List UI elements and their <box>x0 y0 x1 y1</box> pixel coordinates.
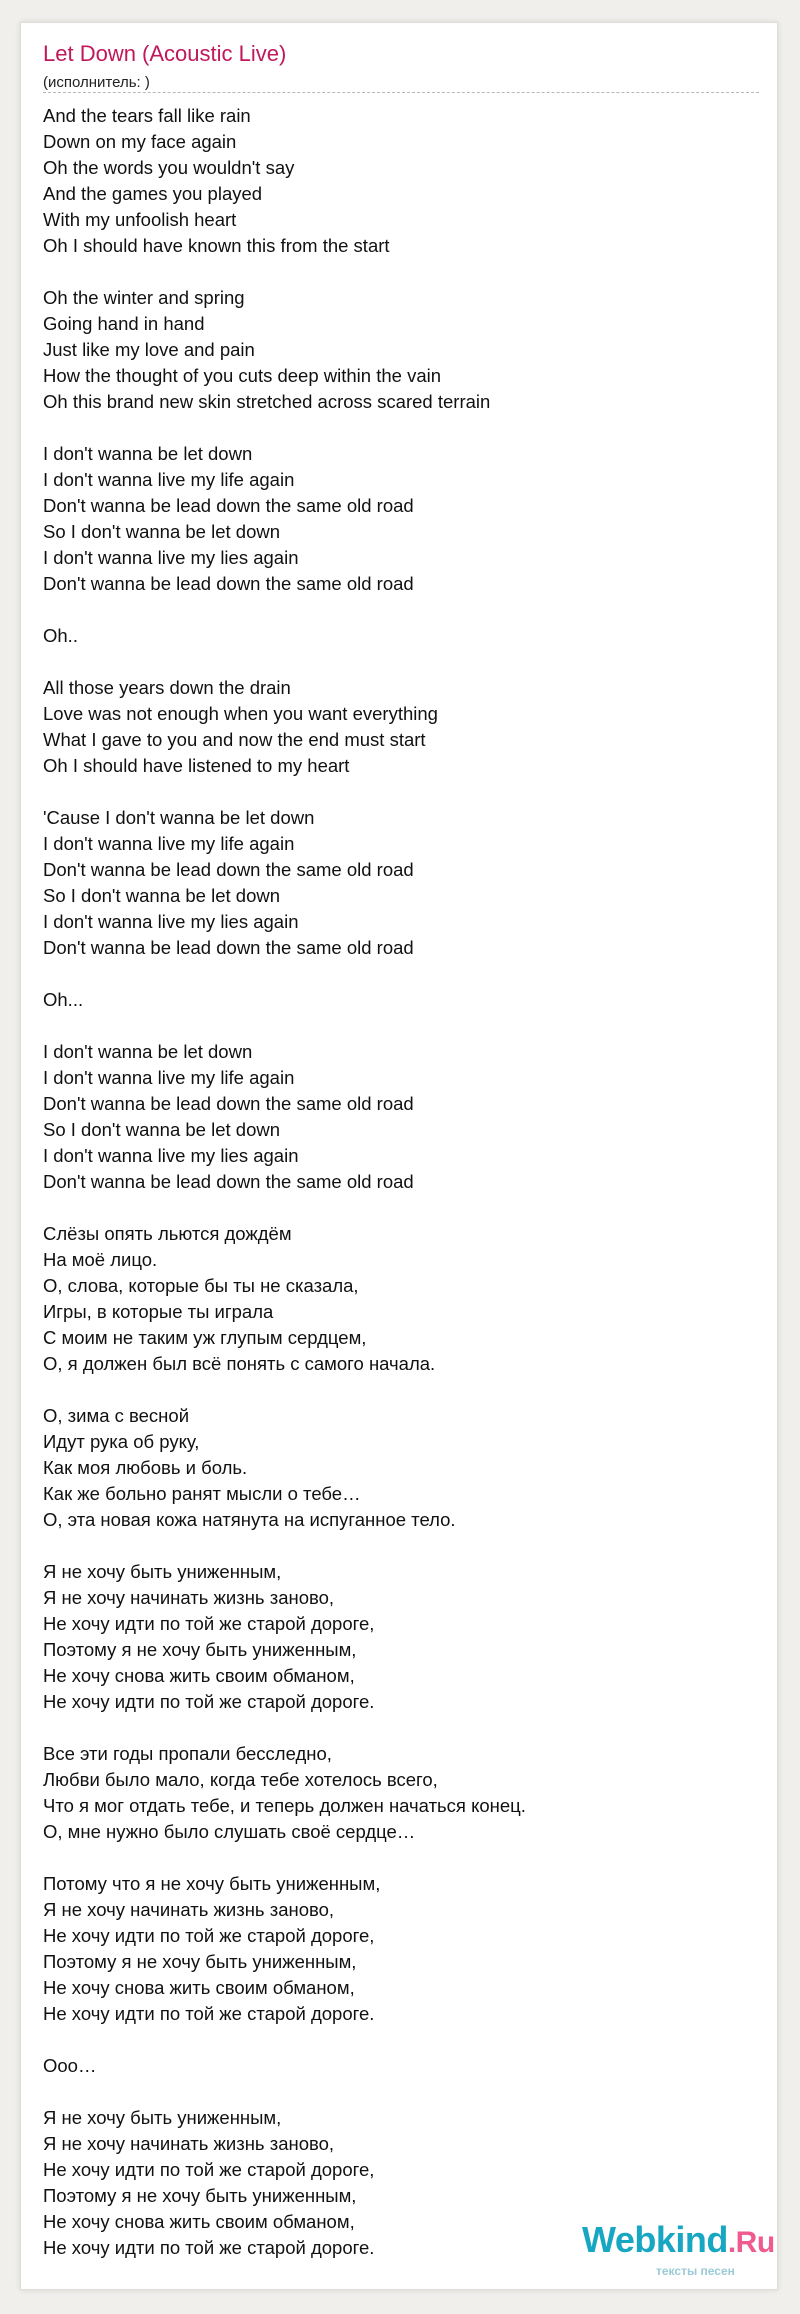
lyrics-line: All those years down the drain <box>43 677 291 698</box>
lyrics-line: Что я мог отдать тебе, и теперь должен начаться конец. <box>43 1795 526 1816</box>
lyrics-stanza <box>43 1221 743 1377</box>
lyrics-stanza <box>43 103 743 259</box>
lyrics-line: 'Cause I don't wanna be let down <box>43 807 315 828</box>
lyrics-line: So I don't wanna be let down <box>43 521 281 542</box>
lyrics-line: Just like my love and pain <box>43 339 255 360</box>
lyrics-stanza <box>43 805 743 961</box>
lyrics-line: Идут рука об руку, <box>43 1431 200 1452</box>
lyrics-line: Поэтому я не хочу быть униженным, <box>43 1951 357 1972</box>
lyrics-line: Я не хочу быть униженным, <box>43 1561 282 1582</box>
lyrics-line: Игры, в которые ты играла <box>43 1301 274 1322</box>
lyrics-line: О, слова, которые бы ты не сказала, <box>43 1275 359 1296</box>
lyrics-line: Не хочу снова жить своим обманом, <box>43 2211 355 2232</box>
lyrics-line: So I don't wanna be let down <box>43 1119 281 1140</box>
lyrics-line: С моим не таким уж глупым сердцем, <box>43 1327 367 1348</box>
lyrics-line: And the games you played <box>43 183 263 204</box>
lyrics-stanza <box>43 1403 743 1533</box>
lyrics-line: На моё лицо. <box>43 1249 158 1270</box>
lyrics-line: Потому что я не хочу быть униженным, <box>43 1873 381 1894</box>
lyrics-line: Don't wanna be lead down the same old road <box>43 573 414 594</box>
lyrics-line: О, мне нужно было слушать своё сердце… <box>43 1821 416 1842</box>
lyrics-line: I don't wanna live my life again <box>43 469 295 490</box>
lyrics-line: Не хочу идти по той же старой дороге, <box>43 1925 375 1946</box>
lyrics-line: Oh I should have listened to my heart <box>43 755 350 776</box>
lyrics-line: Going hand in hand <box>43 313 205 334</box>
lyrics-line: So I don't wanna be let down <box>43 885 281 906</box>
logo-tld: .Ru <box>727 2226 775 2259</box>
lyrics-line: Oh.. <box>43 625 78 646</box>
lyrics-line: Не хочу идти по той же старой дороге, <box>43 2159 375 2180</box>
lyrics-line: Я не хочу быть униженным, <box>43 2107 282 2128</box>
lyrics-stanza <box>43 1039 743 1195</box>
lyrics-stanza <box>43 1559 743 1715</box>
lyrics-line: Oh... <box>43 989 84 1010</box>
lyrics-line: Don't wanna be lead down the same old road <box>43 859 414 880</box>
lyrics-line: I don't wanna live my lies again <box>43 547 299 568</box>
lyrics-line: О, я должен был всё понять с самого начала. <box>43 1353 436 1374</box>
lyrics-line: Ооо… <box>43 2055 97 2076</box>
lyrics-line: Поэтому я не хочу быть униженным, <box>43 2185 357 2206</box>
lyrics-line: I don't wanna live my life again <box>43 833 295 854</box>
lyrics-stanza <box>43 1741 743 1845</box>
lyrics-line: What I gave to you and now the end must start <box>43 729 426 750</box>
site-logo[interactable] <box>560 2219 775 2280</box>
lyrics-line: I don't wanna live my life again <box>43 1067 295 1088</box>
lyrics-line: With my unfoolish heart <box>43 209 237 230</box>
lyrics-stanza <box>43 1871 743 2027</box>
lyrics-stanza <box>43 285 743 415</box>
lyrics-line: Oh I should have known this from the start <box>43 235 390 256</box>
lyrics-line: Не хочу снова жить своим обманом, <box>43 1977 355 1998</box>
lyrics-body <box>43 103 743 2287</box>
lyrics-line: Don't wanna be lead down the same old road <box>43 1171 414 1192</box>
lyrics-line: Любви было мало, когда тебе хотелось всего, <box>43 1769 438 1790</box>
lyrics-line: Don't wanna be lead down the same old road <box>43 1093 414 1114</box>
lyrics-line: Oh this brand new skin stretched across scared terrain <box>43 391 491 412</box>
lyrics-line: And the tears fall like rain <box>43 105 251 126</box>
lyrics-line: I don't wanna be let down <box>43 443 253 464</box>
lyrics-line: О, зима с весной <box>43 1405 190 1426</box>
lyrics-line: Я не хочу начинать жизнь заново, <box>43 1899 335 1920</box>
lyrics-line: I don't wanna live my lies again <box>43 1145 299 1166</box>
lyrics-line: Don't wanna be lead down the same old road <box>43 495 414 516</box>
lyrics-stanza <box>43 675 743 779</box>
artist-line: (исполнитель: ) <box>43 74 150 91</box>
lyrics-line: Down on my face again <box>43 131 237 152</box>
lyrics-line: Я не хочу начинать жизнь заново, <box>43 2133 335 2154</box>
lyrics-line: Поэтому я не хочу быть униженным, <box>43 1639 357 1660</box>
lyrics-line: Не хочу идти по той же старой дороге. <box>43 1691 375 1712</box>
lyrics-line: Oh the winter and spring <box>43 287 245 308</box>
lyrics-line: Как же больно ранят мысли о тебе… <box>43 1483 361 1504</box>
lyrics-line: Don't wanna be lead down the same old road <box>43 937 414 958</box>
lyrics-line: Не хочу идти по той же старой дороге. <box>43 2237 375 2258</box>
lyrics-line: I don't wanna be let down <box>43 1041 253 1062</box>
lyrics-stanza <box>43 623 743 649</box>
header-divider <box>43 92 759 93</box>
logo-tagline: тексты песен <box>656 2264 735 2278</box>
lyrics-line: Я не хочу начинать жизнь заново, <box>43 1587 335 1608</box>
lyrics-line: Не хочу идти по той же старой дороге. <box>43 2003 375 2024</box>
lyrics-line: Love was not enough when you want everything <box>43 703 438 724</box>
lyrics-stanza <box>43 2053 743 2079</box>
lyrics-line: Oh the words you wouldn't say <box>43 157 295 178</box>
lyrics-line: Все эти годы пропали бесследно, <box>43 1743 332 1764</box>
lyrics-line: Как моя любовь и боль. <box>43 1457 248 1478</box>
logo-brand: Webkind <box>582 2219 728 2260</box>
lyrics-line: Не хочу идти по той же старой дороге, <box>43 1613 375 1634</box>
lyrics-line: I don't wanna live my lies again <box>43 911 299 932</box>
song-title: Let Down (Acoustic Live) <box>43 41 287 66</box>
lyrics-line: How the thought of you cuts deep within the vain <box>43 365 442 386</box>
lyrics-line: Слёзы опять льются дождём <box>43 1223 292 1244</box>
lyrics-stanza <box>43 441 743 597</box>
logo-wordmark <box>582 2219 775 2260</box>
lyrics-line: О, эта новая кожа натянута на испуганное тело. <box>43 1509 456 1530</box>
lyrics-line: Не хочу снова жить своим обманом, <box>43 1665 355 1686</box>
lyrics-card <box>20 22 778 2290</box>
lyrics-stanza <box>43 987 743 1013</box>
